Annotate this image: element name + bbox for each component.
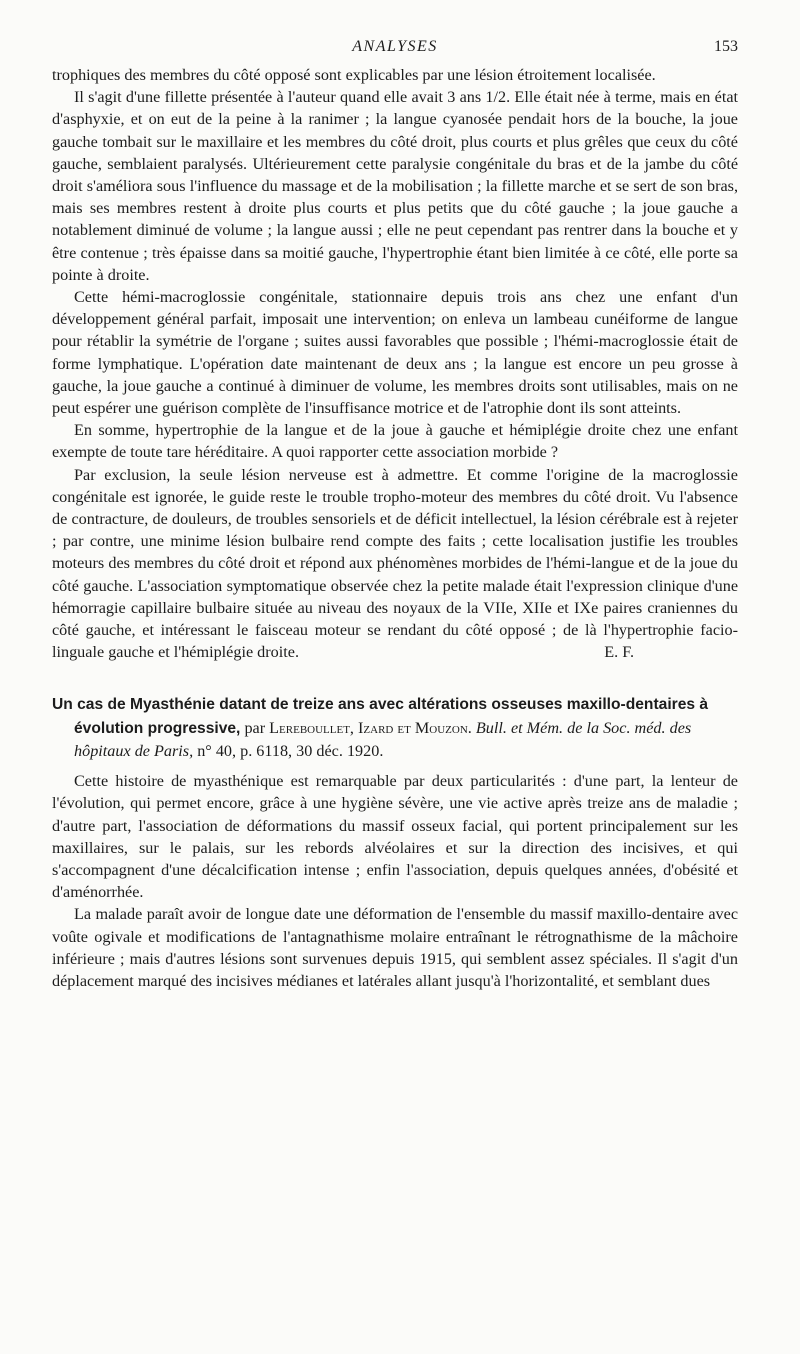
article-heading <box>52 693 738 762</box>
paragraph: Cette histoire de myasthénique est remarquable par deux particularités : d'une part, la lenteur de l'évolution, qui permet encore, grâce à une hygiène sévère, une vie active après treize ans de maladie ; d'autre part, l'association de déformations du massif osseux facial, qui portent principalement sur les maxillaires, sur le palais, sur les rebords alvéolaires et sur la direction des incisives, et qui s'accompagnent d'une décalcification intense ; enfin l'association, depuis quelques années, d'obésité et d'aménorrhée. <box>52 772 738 902</box>
paragraph: trophiques des membres du côté opposé sont explicables par une lésion étroitement localisée. <box>52 66 656 84</box>
page-number: 153 <box>714 38 738 55</box>
review-myasthenie <box>52 770 738 992</box>
article-authors: Lereboullet, Izard et Mouzon. <box>269 718 472 737</box>
paragraph: Il s'agit d'une fillette présentée à l'auteur quand elle avait 3 ans 1/2. Elle était née à terme, mais en état d'asphyxie, et on eut de la peine à la ranimer ; la langue cyanosée pendait hors de la bouche, la joue gauche tombait sur le maxillaire et les membres du côté droit, plus courts et plus grêles que ceux du côté gauche, semblaient paralysés. Ultérieurement cette paralysie congénitale du bras et de la jambe du côté droit s'améliora sous l'influence du massage et de la mobilisation ; la fillette marche et se sert de son bras, mais ses membres restent à droite plus courts et plus petits que du côté gauche ; la joue gauche a notablement diminué de volume ; la langue aussi ; elle ne peut cependant pas rentrer dans la bouche et y être contenue ; très épaisse dans sa moitié gauche, l'hypertrophie étant bien limitée à ce côté, elle porte sa pointe à droite. <box>52 88 738 284</box>
article-title: Un cas de Myasthénie datant de treize ans avec altérations osseuses maxillo-dentaires à évolution progressive, <box>52 696 709 737</box>
running-head <box>52 38 738 64</box>
review-hemi-macroglossie <box>52 64 738 663</box>
citation-details: n° 40, p. 6118, 30 déc. 1920. <box>197 741 384 760</box>
by-word: par <box>244 718 266 737</box>
reviewer-signature: E. F. <box>604 643 634 662</box>
journal-reference: Bull. et Mém. de la Soc. méd. des hôpitaux de Paris, <box>74 718 692 760</box>
paragraph: En somme, hypertrophie de la langue et de la joue à gauche et hémiplégie droite chez une enfant exempte de toute tare héréditaire. A quoi rapporter cette association morbide ? <box>52 421 738 462</box>
paragraph: Cette hémi-macroglossie congénitale, stationnaire depuis trois ans chez une enfant d'un développement général parfait, imposait une intervention; on enleva un lambeau cunéiforme de langue pour rétablir la symétrie de l'organe ; suites aussi favorables que possible ; l'hémi-macroglossie était de forme lymphatique. L'opération date maintenant de deux ans ; la langue est encore un peu grosse à gauche, la joue gauche a continué à diminuer de volume, les membres droits sont utilisables, mais on ne peut espérer une guérison complète de l'insuffisance motrice et de l'atrophie dont ils sont atteints. <box>52 288 738 418</box>
paragraph: La malade paraît avoir de longue date une déformation de l'ensemble du massif maxillo-dentaire avec voûte ogivale et modifications de l'antagnathisme molaire entraînant le rétrognathisme de la mâchoire inférieure ; mais d'autres lésions sont survenues depuis 1915, qui semblent assez spéciales. Il s'agit d'un déplacement marqué des incisives médianes et latérales allant jusqu'à l'horizontalité, et semblant dues <box>52 905 738 990</box>
running-title: ANALYSES <box>352 38 438 55</box>
paragraph-with-signature <box>52 464 738 664</box>
paragraph-text: Par exclusion, la seule lésion nerveuse est à admettre. Et comme l'origine de la macroglossie congénitale est ignorée, le guide reste le trouble tropho-moteur des membres du côté droit. Vu l'absence de contracture, de douleurs, de troubles sensoriels et de déficit intellectuel, la lésion cérébrale est à rejeter ; par contre, une minime lésion bulbaire rend compte des faits ; cette localisation justifie les troubles moteurs des membres du côté droit et répond aux phénomènes morbides de l'hémi-langue et de la joue du côté gauche. L'association symptomatique observée chez la petite malade était l'expression clinique d'une hémorragie capillaire bulbaire située au niveau des noyaux de la VIIe, XIIe et IXe paires craniennes du côté gauche, et intéressant le faisceau moteur se rendant du côté opposé ; de là l'hypertrophie facio-linguale gauche et l'hémiplégie droite. <box>52 465 738 662</box>
